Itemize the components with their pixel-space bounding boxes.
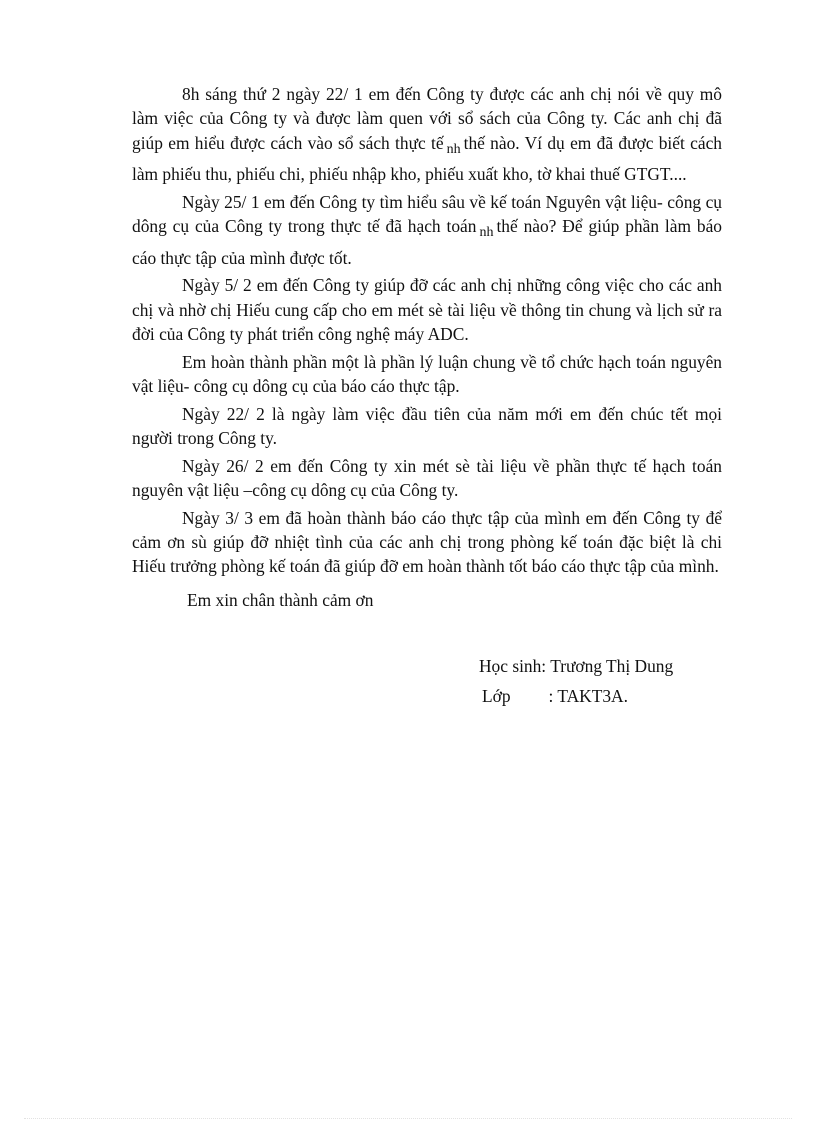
paragraph-3: Ngày 5/ 2 em đến Công ty giúp đỡ các anh chị những công việc cho các anh chị và nhờ chị Hiếu cung cấp cho em mét sè tài liệu về thông tin chung và lịch sử ra đời của Công ty phát triển công nghệ máy ADC. <box>132 275 722 345</box>
paragraph-5: Ngày 22/ 2 là ngày làm việc đầu tiên của năm mới em đến chúc tết mọi người trong Công ty. <box>132 403 722 449</box>
paragraph-1 <box>132 82 722 187</box>
student-label: Học sinh: <box>479 656 547 676</box>
paragraph-1-text: 8h sáng thứ 2 ngày 22/ 1 em đến Công ty được các anh chị nói về quy mô làm việc của Công ty và được làm quen với sổ sách của Công ty. Các anh chị đã giúp em hiểu được cách vào sổ sách thực tế <box>132 84 722 153</box>
paragraph-2-text: Ngày 25/ 1 em đến Công ty tìm hiểu sâu về kế toán Nguyên vật liệu- công cụ dông cụ của Công ty trong thực tế đã hạch toán <box>132 191 722 237</box>
closing-line: Em xin chân thành cảm ơn <box>187 589 374 610</box>
page-bottom-divider <box>24 1118 792 1119</box>
paragraph-7: Ngày 3/ 3 em đã hoàn thành báo cáo thực tập của mình em đến Công ty để cảm ơn sù giúp đỡ nhiệt tình của các anh chị trong phòng kế toán đặc biệt là chi Hiếu trưởng phòng kế toán đã giúp đỡ em hoàn thành tốt báo cáo thực tập của mình. <box>132 507 722 577</box>
paragraph-2 <box>132 190 722 270</box>
class-value: : TAKT3A. <box>548 686 628 706</box>
paragraph-2-text-continued: thế nào? Để giúp phần làm báo cáo thực tập của mình được tốt. <box>132 216 722 268</box>
signature-class <box>482 686 628 707</box>
paragraph-4: Em hoàn thành phần một là phần lý luận chung về tổ chức hạch toán nguyên vật liệu- công cụ dông cụ của báo cáo thực tập. <box>132 351 722 397</box>
student-name: Trương Thị Dung <box>550 656 674 676</box>
paragraph-2-subscript: nh <box>479 225 494 241</box>
document-body <box>132 82 722 615</box>
class-label: Lớp <box>482 686 511 706</box>
paragraph-6: Ngày 26/ 2 em đến Công ty xin mét sè tài liệu về phần thực tế hạch toán nguyên vật liệu –công cụ dông cụ của Công ty. <box>132 455 722 501</box>
paragraph-1-text-continued: thế nào. Ví dụ em đã được biết cách làm phiếu thu, phiếu chi, phiếu nhập kho, phiếu xuất kho, tờ khai thuế GTGT.... <box>132 132 722 185</box>
signature-student <box>479 656 673 677</box>
paragraph-1-subscript: nh <box>446 141 461 157</box>
